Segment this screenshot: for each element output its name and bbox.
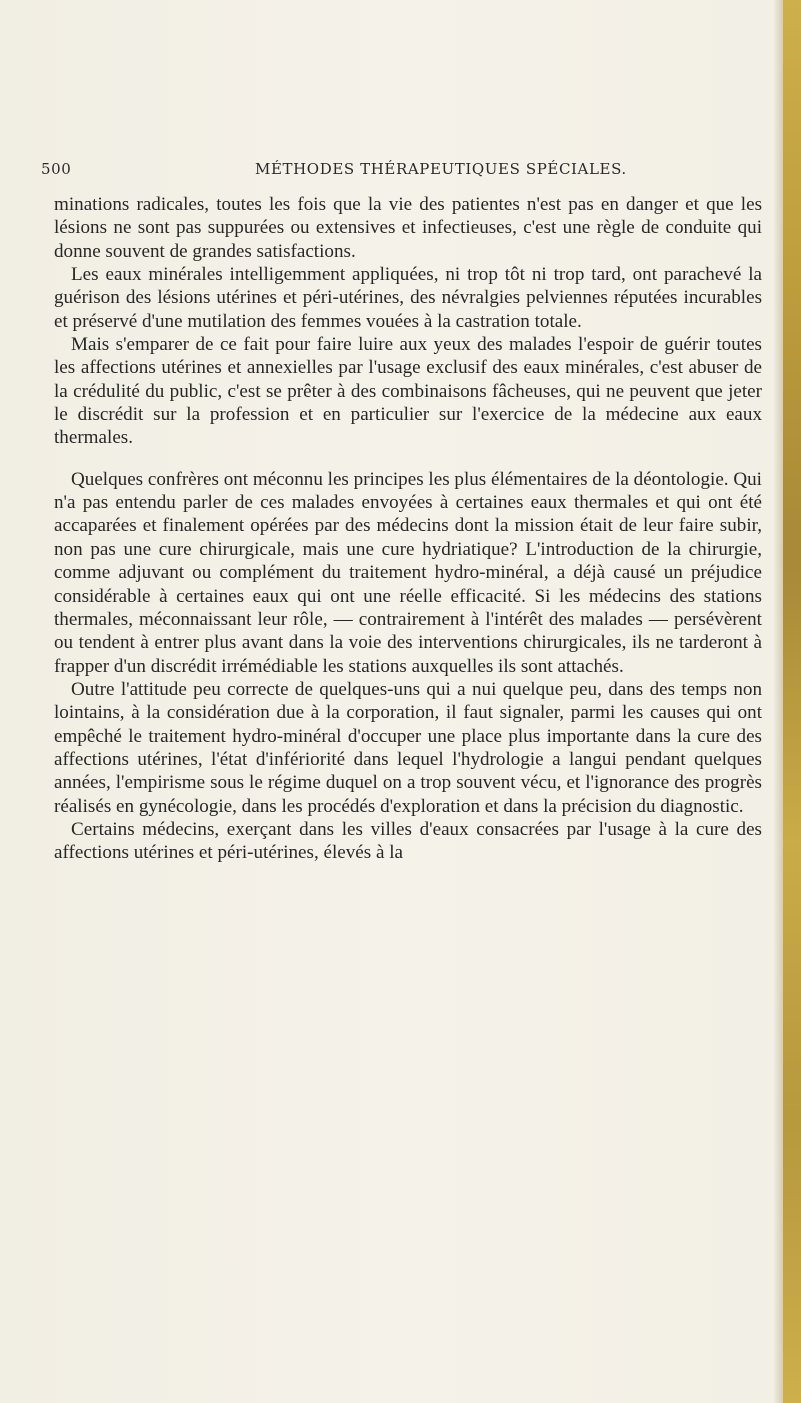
paragraph-4: Quelques confrères ont méconnu les principes les plus élémentaires de la déontologie. Qui n'a pas entendu parler de ces malades envoyées à certaines eaux thermales et qui ont été accaparées et finalement opérées par des médecins dont la mission était de leur faire subir, non pas une cure chirurgicale, mais une cure hydriatique? L'introduction de la chirurgie, comme adjuvant ou complément du traitement hydro-minéral, a déjà causé un préjudice considérable à certaines eaux qui ont une réelle efficacité. Si les médecins des stations thermales, méconnaissant leur rôle, — contrairement à l'intérêt des malades — persévèrent ou tendent à entrer plus avant dans la voie des interventions chirurgicales, ils ne tarderont à frapper d'un discrédit irrémédiable les stations auxquelles ils sont attachés. xyxy=(54,468,762,677)
running-title: MÉTHODES THÉRAPEUTIQUES SPÉCIALES. xyxy=(255,160,627,178)
paragraph-6: Certains médecins, exerçant dans les villes d'eaux consacrées par l'usage à la cure des affections utérines et péri-utérines, élevés à la xyxy=(54,818,762,864)
page-edge-shadow xyxy=(773,0,783,1403)
paragraph-5: Outre l'attitude peu correcte de quelques-uns qui a nui quelque peu, dans des temps non lointains, à la considération due à la corporation, il faut signaler, parmi les causes qui ont empêché le traitement hydro-minéral d'occuper une place plus importante dans la cure des affections utérines, l'état d'infériorité dans lequel l'hydrologie a langui pendant quelques années, l'empirisme sous le régime duquel on a trop souvent vécu, et l'ignorance des progrès réalisés en gynécologie, dans les procédés d'exploration et dans la précision du diagnostic. xyxy=(54,678,762,817)
page-header xyxy=(41,160,661,184)
paragraph-2: Les eaux minérales intelligemment appliquées, ni trop tôt ni trop tard, ont parachevé la guérison des lésions utérines et péri-utérines, des névralgies pelviennes réputées incurables et préservé d'une mutilation des femmes vouées à la castration totale. xyxy=(54,264,762,332)
paragraph-1: minations radicales, toutes les fois que la vie des patientes n'est pas en danger et que les lésions ne sont pas suppurées ou extensives et infectieuses, c'est une règle de conduite qui donne souvent de grandes satisfactions. xyxy=(54,194,762,262)
page-number: 500 xyxy=(41,160,72,178)
paragraph-3: Mais s'emparer de ce fait pour faire luire aux yeux des malades l'espoir de guérir toutes les affections utérines et annexielles par l'usage exclusif des eaux minérales, c'est abuser de la crédulité du public, c'est se prêter à des combinaisons fâcheuses, qui ne peuvent que jeter le discrédit sur la profession et en particulier sur l'exercice de la médecine aux eaux thermales. xyxy=(54,334,762,449)
body-text xyxy=(54,193,762,865)
gilded-page-edge xyxy=(783,0,801,1403)
